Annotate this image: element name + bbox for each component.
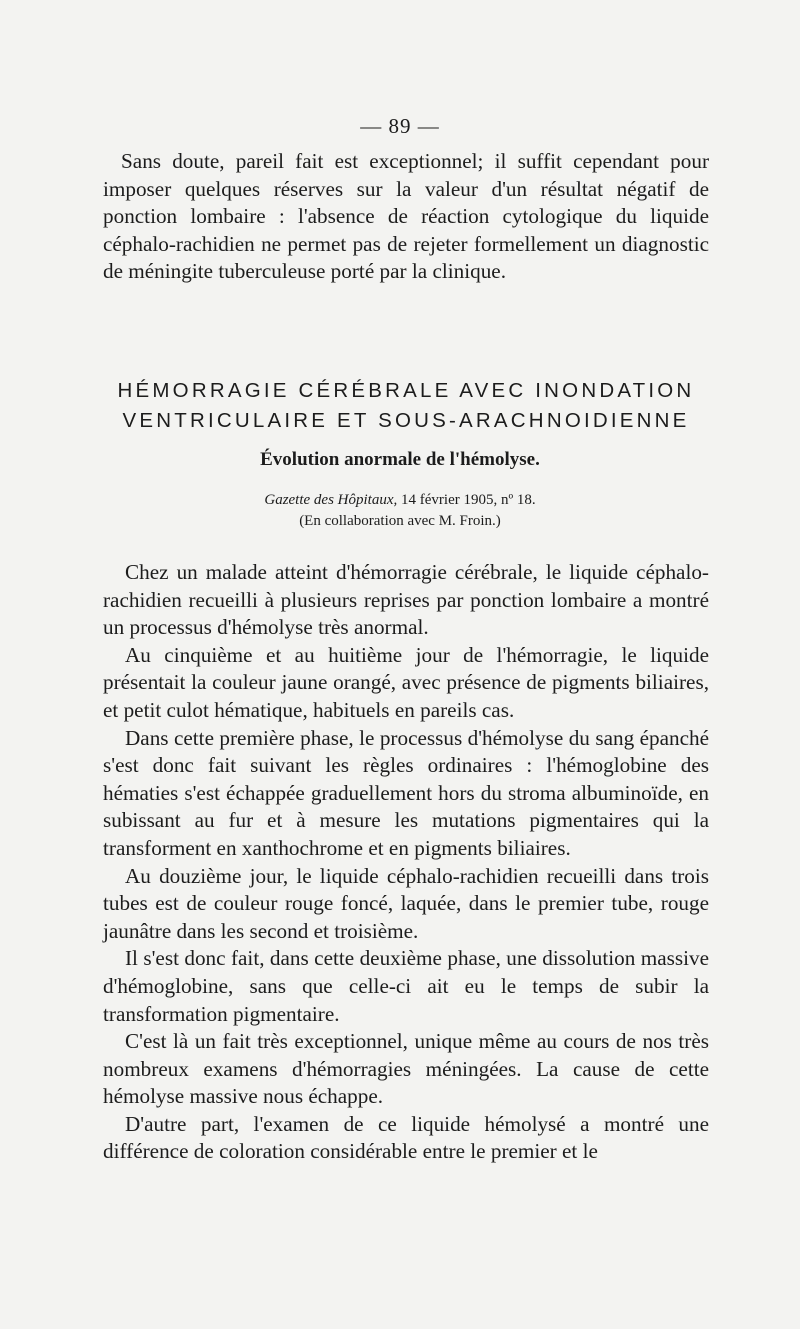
section-heading-line-1: HÉMORRAGIE CÉRÉBRALE AVEC INONDATION <box>117 379 695 402</box>
body-paragraph: Au douzième jour, le liquide céphalo-rachidien recueilli dans trois tubes est de couleur rouge foncé, laquée, dans le premier tube, rouge jaunâtre dans les second et troisième. <box>103 863 709 943</box>
body-paragraph: C'est là un fait très exceptionnel, unique même au cours de nos très nombreux examens d'hémorragies méningées. La cause de cette hémolyse massive nous échappe. <box>103 1029 709 1109</box>
citation-collaboration: (En collaboration avec M. Froin.) <box>299 513 501 529</box>
intro-paragraph: Sans doute, pareil fait est exceptionnel; il suffit cependant pour imposer quelques réserves sur la valeur d'un résultat négatif de ponction lombaire : l'absence de réaction cytologique du liquide céphalo-rachidien ne permet pas de rejeter formellement un diagnostic de méningite tuberculeuse porté par la clinique. <box>103 149 709 284</box>
citation-source <box>0 490 800 510</box>
body-paragraph: Il s'est donc fait, dans cette deuxième phase, une dissolution massive d'hémoglobine, sans que celle-ci ait eu le temps de subir la transformation pigmentaire. <box>103 946 709 1026</box>
body-paragraph: Au cinquième et au huitième jour de l'hémorragie, le liquide présentait la couleur jaune orangé, avec présence de pigments biliaires, et petit culot hématique, habituels en pareils cas. <box>103 642 709 722</box>
citation-journal: Gazette des Hôpitaux, <box>264 492 398 508</box>
page-number: — 89 — <box>360 114 440 138</box>
section-subtitle: Évolution anormale de l'hémolyse. <box>260 449 540 470</box>
intro-paragraph-block <box>103 148 709 286</box>
citation-date: 14 février 1905, nº 18. <box>397 492 536 508</box>
section-heading-line-2: VENTRICULAIRE ET SOUS-ARACHNOIDIENNE <box>122 409 690 432</box>
section-body <box>103 559 709 1166</box>
body-paragraph: D'autre part, l'examen de ce liquide hémolysé a montré une différence de coloration considérable entre le premier et le <box>103 1111 709 1164</box>
body-paragraph: Dans cette première phase, le processus d'hémolyse du sang épanché s'est donc fait suivant les règles ordinaires : l'hémoglobine des hématies s'est échappée graduellement hors du stroma albuminoïde, en subissant au fur et à mesure les mutations pigmentaires qui la transforment en xanthochrome et en pigments biliaires. <box>103 725 709 860</box>
body-paragraph: Chez un malade atteint d'hémorragie cérébrale, le liquide céphalo-rachidien recueilli à plusieurs reprises par ponction lombaire a montré un processus d'hémolyse très anormal. <box>103 560 709 640</box>
